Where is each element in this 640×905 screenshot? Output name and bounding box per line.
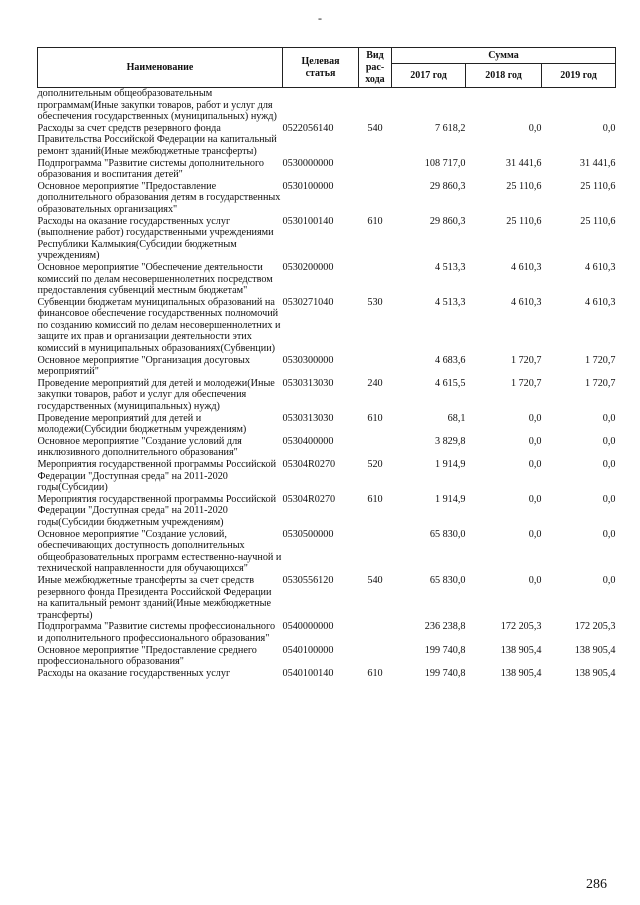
row-sum-2019: 0,0 <box>602 412 616 424</box>
header-expense-kind <box>359 48 392 88</box>
row-expense-kind <box>359 621 392 644</box>
table-row <box>38 216 616 262</box>
row-sum-2019: 1 720,7 <box>584 377 616 389</box>
row-sum-2018: 138 905,4 <box>500 644 542 656</box>
row-name: Мероприятия государственной программы Российской Федерации "Доступная среда" на 2011-2020 годы(Субсидии бюджетным учреждениям) <box>37 493 277 528</box>
table-row <box>38 494 616 529</box>
row-target-article <box>283 88 359 123</box>
row-target-article: 05304R0270 <box>282 493 336 505</box>
row-target-article: 0540100140 <box>282 667 334 679</box>
row-sum-2017: 65 830,0 <box>429 574 466 586</box>
row-expense-kind <box>359 436 392 459</box>
table-row <box>38 355 616 378</box>
row-sum-2018: 0,0 <box>528 122 542 134</box>
row-sum-2018: 0,0 <box>528 459 542 470</box>
table-row <box>38 645 616 668</box>
row-name: Основное мероприятие "Создание условий, обеспечивающих доступность дополнительных общеобразовательных программ естественно-научной и технической направленности для обучающихся" <box>37 528 282 575</box>
row-sum-2017: 29 860,3 <box>429 215 466 227</box>
row-name: Субвенции бюджетам муниципальных образований на финансовое обеспечение государственных полномочий по созданию комиссий по делам несовершеннолетних и защите их прав и организации деятельности этих комиссий в муниципальных образованиях(Субвенции) <box>37 296 281 355</box>
row-sum-2018: 4 610,3 <box>510 261 542 273</box>
row-name: Подпрограмма "Развитие системы профессионального и дополнительного профессионального образования" <box>37 621 276 644</box>
row-expense-kind <box>359 262 392 297</box>
row-sum-2019: 0,0 <box>602 435 616 447</box>
row-name: Основное мероприятие "Организация досуговых мероприятий" <box>37 354 250 378</box>
row-expense-kind: 610 <box>367 493 383 505</box>
row-sum-2018: 0,0 <box>528 574 542 586</box>
row-target-article: 0530400000 <box>282 435 334 447</box>
row-sum-2018: 4 610,3 <box>510 296 542 308</box>
row-expense-kind: 530 <box>367 296 383 308</box>
row-sum-2017: 4 513,3 <box>434 296 466 308</box>
row-target-article: 0530271040 <box>282 296 334 308</box>
row-sum-2018: 25 110,6 <box>506 215 542 227</box>
row-target-article: 0530100000 <box>282 180 334 192</box>
row-target-article: 0530556120 <box>282 574 334 586</box>
table-row <box>38 378 616 413</box>
row-expense-kind <box>359 181 392 216</box>
table-row <box>38 436 616 459</box>
page-number: 286 <box>586 877 607 892</box>
row-expense-kind <box>359 529 392 575</box>
row-sum-2019: 0,0 <box>602 122 616 134</box>
row-expense-kind: 520 <box>367 459 383 470</box>
row-name: Основное мероприятие "Создание условий для инклюзивного дополнительного образования" <box>37 435 242 459</box>
row-target-article: 0530200000 <box>282 261 334 273</box>
row-expense-kind <box>359 88 392 123</box>
row-name: Иные межбюджетные трансферты за счет средств резервного фонда Президента Российской Федерации на капитальный ремонт зданий(Иные межбюджетные трансферты) <box>37 574 272 621</box>
table-body <box>38 88 616 680</box>
row-expense-kind: 610 <box>367 215 383 227</box>
row-name: Основное мероприятие "Предоставление дополнительного образования детям в государственных образовательных организациях" <box>37 180 281 215</box>
row-sum-2019: 4 610,3 <box>584 296 616 308</box>
table-row <box>38 158 616 181</box>
row-name: дополнительным общеобразовательным программам(Иные закупки товаров, работ и услуг для обеспечения государственных (муниципальных) нужд) <box>37 88 277 123</box>
row-target-article: 0530313030 <box>282 377 334 389</box>
row-sum-2019: 0,0 <box>602 459 616 470</box>
row-sum-2017: 108 717,0 <box>424 157 466 169</box>
row-expense-kind: 240 <box>367 377 383 389</box>
row-name: Проведение мероприятий для детей и молодежи(Иные закупки товаров, работ и услуг для обеспечения государственных (муниципальных) нужд) <box>37 377 275 413</box>
header-kind-line3: хода <box>365 73 385 85</box>
row-sum-2018: 25 110,6 <box>506 180 542 192</box>
header-sum: Сумма <box>392 48 616 64</box>
row-sum-2017: 199 740,8 <box>424 667 466 679</box>
row-sum-2017 <box>392 88 466 123</box>
row-expense-kind <box>359 158 392 181</box>
header-target-line1: Целевая <box>301 55 340 67</box>
budget-table <box>37 47 616 679</box>
row-sum-2019: 25 110,6 <box>580 215 616 227</box>
row-sum-2017: 7 618,2 <box>434 122 466 134</box>
table-row <box>38 459 616 494</box>
row-sum-2019 <box>542 88 616 123</box>
row-sum-2018: 0,0 <box>528 435 542 447</box>
row-name: Расходы за счет средств резервного фонда Правительства Российской Федерации на капитальный ремонт зданий(Иные межбюджетные трансферты) <box>37 122 277 157</box>
row-target-article: 0530313030 <box>282 412 334 424</box>
row-target-article: 0530300000 <box>282 354 334 366</box>
row-expense-kind: 540 <box>367 574 383 586</box>
row-sum-2018: 31 441,6 <box>505 157 542 169</box>
row-name: Расходы на оказание государственных услуг (выполнение работ) государственными учреждениями Республики Калмыкия(Субсидии бюджетным учреждениям) <box>37 215 274 262</box>
row-sum-2019: 0,0 <box>602 528 616 540</box>
row-sum-2017: 1 914,9 <box>434 459 466 470</box>
row-sum-2017: 4 513,3 <box>434 261 466 273</box>
row-name: Проведение мероприятий для детей и молодежи(Субсидии бюджетным учреждениям) <box>37 412 247 436</box>
table-row <box>38 668 616 680</box>
row-target-article: 0530000000 <box>282 157 334 169</box>
header-target-line2: статья <box>305 67 336 79</box>
header-year-2017: 2017 год <box>392 64 466 88</box>
table-row <box>38 123 616 158</box>
header-target-article <box>283 48 359 88</box>
row-name: Подпрограмма "Развитие системы дополнительного образования и воспитания детей" <box>37 157 265 181</box>
row-sum-2018: 1 720,7 <box>510 377 542 389</box>
table-row <box>38 262 616 297</box>
row-name: Расходы на оказание государственных услуг <box>37 667 231 679</box>
row-name: Основное мероприятие "Предоставление среднего профессионального образования" <box>37 644 257 668</box>
row-sum-2017: 1 914,9 <box>434 493 466 505</box>
row-expense-kind <box>359 355 392 378</box>
row-sum-2018: 0,0 <box>528 528 542 540</box>
row-sum-2018: 1 720,7 <box>510 354 542 366</box>
top-mark: - <box>318 11 322 25</box>
row-name: Мероприятия государственной программы Российской Федерации "Доступная среда" на 2011-2020 годы(Субсидии) <box>37 459 277 494</box>
table-row <box>38 575 616 621</box>
row-sum-2018: 0,0 <box>528 412 542 424</box>
row-sum-2019: 138 905,4 <box>574 644 616 656</box>
row-sum-2017: 4 683,6 <box>434 354 466 366</box>
header-kind-line1: Вид <box>366 49 384 61</box>
row-sum-2019: 31 441,6 <box>579 157 616 169</box>
row-target-article: 0540100000 <box>282 644 334 656</box>
row-sum-2019: 138 905,4 <box>574 667 616 679</box>
row-expense-kind: 610 <box>367 412 383 424</box>
row-sum-2017: 199 740,8 <box>424 644 466 656</box>
row-sum-2019: 0,0 <box>602 493 616 505</box>
row-sum-2017: 65 830,0 <box>429 528 466 540</box>
row-sum-2019: 0,0 <box>602 574 616 586</box>
row-name: Основное мероприятие "Обеспечение деятельности комиссий по делам несовершеннолетних посредством предоставления субвенций местным бюджетам" <box>37 261 273 297</box>
table-row <box>38 413 616 436</box>
row-sum-2018: 138 905,4 <box>500 667 542 679</box>
header-kind-line2: рас- <box>365 61 385 73</box>
row-target-article: 0530100140 <box>282 215 334 227</box>
row-sum-2018: 0,0 <box>528 493 542 505</box>
header-name: Наименование <box>38 48 283 88</box>
row-sum-2017: 29 860,3 <box>429 180 466 192</box>
row-sum-2019: 1 720,7 <box>584 354 616 366</box>
table-row <box>38 297 616 355</box>
row-target-article: 0540000000 <box>282 621 334 633</box>
header-year-2019: 2019 год <box>542 64 616 88</box>
row-target-article: 0530500000 <box>282 528 334 540</box>
table-row <box>38 88 616 123</box>
row-sum-2018: 172 205,3 <box>500 621 542 633</box>
header-year-2018: 2018 год <box>466 64 542 88</box>
row-sum-2018 <box>466 88 542 123</box>
table-row <box>38 621 616 644</box>
table-row <box>38 181 616 216</box>
row-sum-2017: 236 238,8 <box>424 621 466 633</box>
row-expense-kind: 610 <box>367 667 383 679</box>
table-row <box>38 529 616 575</box>
row-expense-kind <box>359 645 392 668</box>
row-target-article: 0522056140 <box>282 122 334 134</box>
row-sum-2017: 4 615,5 <box>434 377 466 389</box>
row-sum-2019: 25 110,6 <box>580 180 616 192</box>
row-target-article: 05304R0270 <box>282 459 336 470</box>
row-sum-2017: 68,1 <box>447 412 466 424</box>
row-expense-kind: 540 <box>367 122 383 134</box>
table-header <box>38 48 616 88</box>
row-sum-2017: 3 829,8 <box>434 435 466 447</box>
row-sum-2019: 172 205,3 <box>574 621 616 633</box>
row-sum-2019: 4 610,3 <box>584 261 616 273</box>
